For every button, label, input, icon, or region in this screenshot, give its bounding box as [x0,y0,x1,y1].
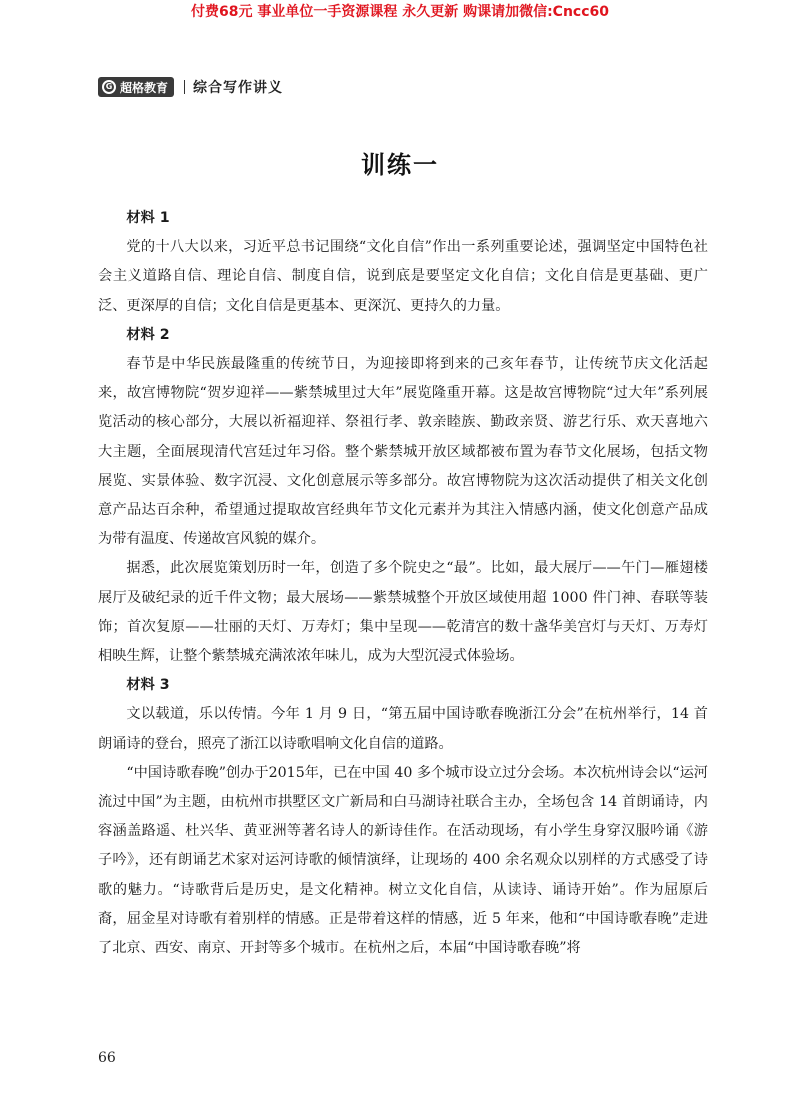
promo-banner: 付费68元 事业单位一手资源课程 永久更新 购课请加微信:Cncc60 [190,4,610,20]
brand-logo [98,77,174,97]
logo-text: 超格教育 [120,80,169,95]
page-header [98,76,283,98]
page-title: 训练一 [361,151,439,179]
material-label: 材料 1 [126,210,170,226]
material-label: 材料 3 [126,677,170,694]
material-label: 材料 2 [126,326,170,343]
header-divider [184,80,185,94]
paragraph: 文以载道，乐以传情。今年 1 月 9 日，“第五届中国诗歌春晚浙江分会”在杭州举行，14 首朗诵诗的登台，照亮了浙江以诗歌唱响文化自信的道路。 [98,706,708,752]
document-body [98,204,708,963]
section-title: 综合写作讲义 [193,80,284,96]
g-logo-icon: G [102,80,116,94]
paragraph: 党的十八大以来，习近平总书记围绕“文化自信”作出一系列重要论述，强调坚定中国特色社会主义道路自信、理论自信、制度自信，说到底是要坚定文化自信；文化自信是更基础、更广泛、更深厚的自信；文化自信是更基本、更深沉、更持久的力量。 [98,239,708,314]
page-number: 66 [98,1050,116,1066]
paragraph: 据悉，此次展览策划历时一年，创造了多个院史之“最”。比如，最大展厅——午门—雁翅楼展厅及破纪录的近千件文物；最大展场——紫禁城整个开放区域使用超 1000 件门神、春联等装饰；首次复原——壮丽的天灯、万寿灯；集中呈现——乾清宫的数十盏华美宫灯与天灯、万寿灯相映生辉，让整个紫禁城充满浓浓年味儿，成为大型沉浸式体验场。 [98,560,708,665]
paragraph: 春节是中华民族最隆重的传统节日，为迎接即将到来的己亥年春节，让传统节庆文化活起来，故宫博物院“贺岁迎祥——紫禁城里过大年”展览隆重开幕。这是故宫博物院“过大年”系列展览活动的核心部分，大展以祈福迎祥、祭祖行孝、敦亲睦族、勤政亲贤、游艺行乐、欢天喜地六大主题，全面展现清代宫廷过年习俗。整个紫禁城开放区域都被布置为春节文化展场，包括文物展览、实景体验、数字沉浸、文化创意展示等多部分。故宫博物院为这次活动提供了相关文化创意产品达百余种，希望通过提取故宫经典年节文化元素并为其注入情感内涵，使文化创意产品成为带有温度、传递故宫风貌的媒介。 [98,356,708,548]
paragraph: “中国诗歌春晚”创办于2015年，已在中国 40 多个城市设立过分会场。本次杭州诗会以“运河流过中国”为主题，由杭州市拱墅区文广新局和白马湖诗社联合主办，全场包含 14 首朗诵诗，内容涵盖路遥、杜兴华、黄亚洲等著名诗人的新诗佳作。在活动现场，有小学生身穿汉服吟诵《游子吟》，还有朗诵艺术家对运河诗歌的倾情演绎，让现场的 400 余名观众以别样的方式感受了诗歌的魅力。“诗歌背后是历史，是文化精神。树立文化自信，从读诗、诵诗开始”。作为屈原后裔，屈金星对诗歌有着别样的情感。正是带着这样的情感，近 5 年来，他和“中国诗歌春晚”走进了北京、西安、南京、开封等多个城市。在杭州之后，本届“中国诗歌春晚”将 [98,764,708,957]
